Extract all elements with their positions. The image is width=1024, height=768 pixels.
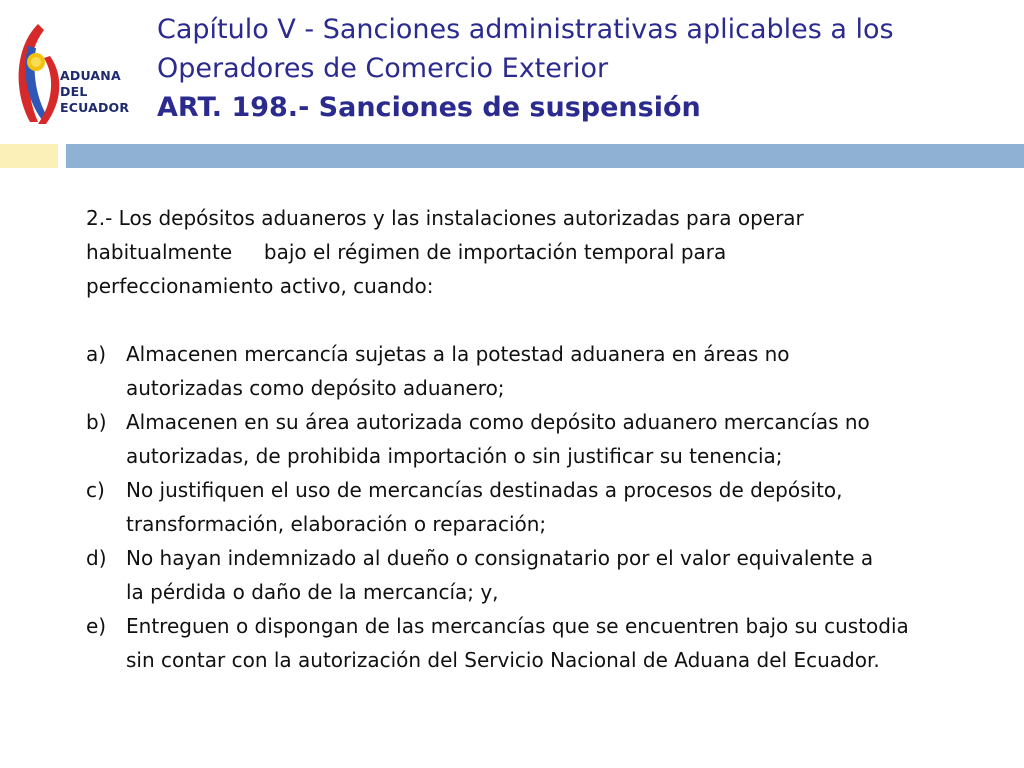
intro-line: habitualmente bajo el régimen de importación temporal para (86, 240, 727, 264)
list-marker: a) (86, 342, 107, 366)
logo-line: ECUADOR (60, 100, 130, 115)
list-marker: b) (86, 410, 107, 434)
slide-header (157, 10, 1007, 127)
list-item-line: la pérdida o daño de la mercancía; y, (126, 580, 499, 604)
list-item-text (126, 405, 870, 473)
list-item-text (126, 541, 873, 609)
list-item-text (126, 473, 843, 541)
list-marker: e) (86, 614, 107, 638)
header-band-yellow (0, 144, 58, 168)
list-item (86, 541, 1011, 609)
list-marker: d) (86, 546, 107, 570)
intro-paragraph (86, 201, 1011, 303)
list-item-text (126, 609, 909, 677)
list-marker: c) (86, 478, 105, 502)
list-item-line: No hayan indemnizado al dueño o consignatario por el valor equivalente a (126, 546, 874, 570)
list-item (86, 405, 1011, 473)
logo-wordmark (60, 68, 129, 116)
list-item-line: Almacenen mercancía sujetas a la potestad aduanera en áreas no (126, 342, 790, 366)
article-title: ART. 198.- Sanciones de suspensión (157, 92, 701, 123)
list-item (86, 609, 1011, 677)
logo-line: DEL (60, 84, 88, 99)
list-item-line: autorizadas, de prohibida importación o sin justificar su tenencia; (126, 444, 783, 468)
list-item-line: No justifiquen el uso de mercancías destinadas a procesos de depósito, (126, 478, 843, 502)
aduana-logo (8, 18, 138, 130)
intro-line: 2.- Los depósitos aduaneros y las instalaciones autorizadas para operar (86, 206, 804, 230)
conditions-list (86, 337, 1011, 677)
chapter-title-line-1: Capítulo V - Sanciones administrativas aplicables a los (157, 14, 894, 45)
list-item-line: autorizadas como depósito aduanero; (126, 376, 505, 400)
list-item-line: Entreguen o dispongan de las mercancías que se encuentren bajo su custodia (126, 614, 909, 638)
list-item-text (126, 337, 790, 405)
spacer (86, 303, 1011, 337)
list-item (86, 337, 1011, 405)
chapter-title-line-2: Operadores de Comercio Exterior (157, 53, 609, 84)
intro-line: perfeccionamiento activo, cuando: (86, 274, 434, 298)
logo-line: ADUANA (60, 68, 121, 83)
header-band-blue (66, 144, 1024, 168)
list-item-line: sin contar con la autorización del Servicio Nacional de Aduana del Ecuador. (126, 648, 880, 672)
slide-body (86, 201, 1011, 677)
list-item (86, 473, 1011, 541)
list-item-line: transformación, elaboración o reparación; (126, 512, 547, 536)
list-item-line: Almacenen en su área autorizada como depósito aduanero mercancías no (126, 410, 870, 434)
